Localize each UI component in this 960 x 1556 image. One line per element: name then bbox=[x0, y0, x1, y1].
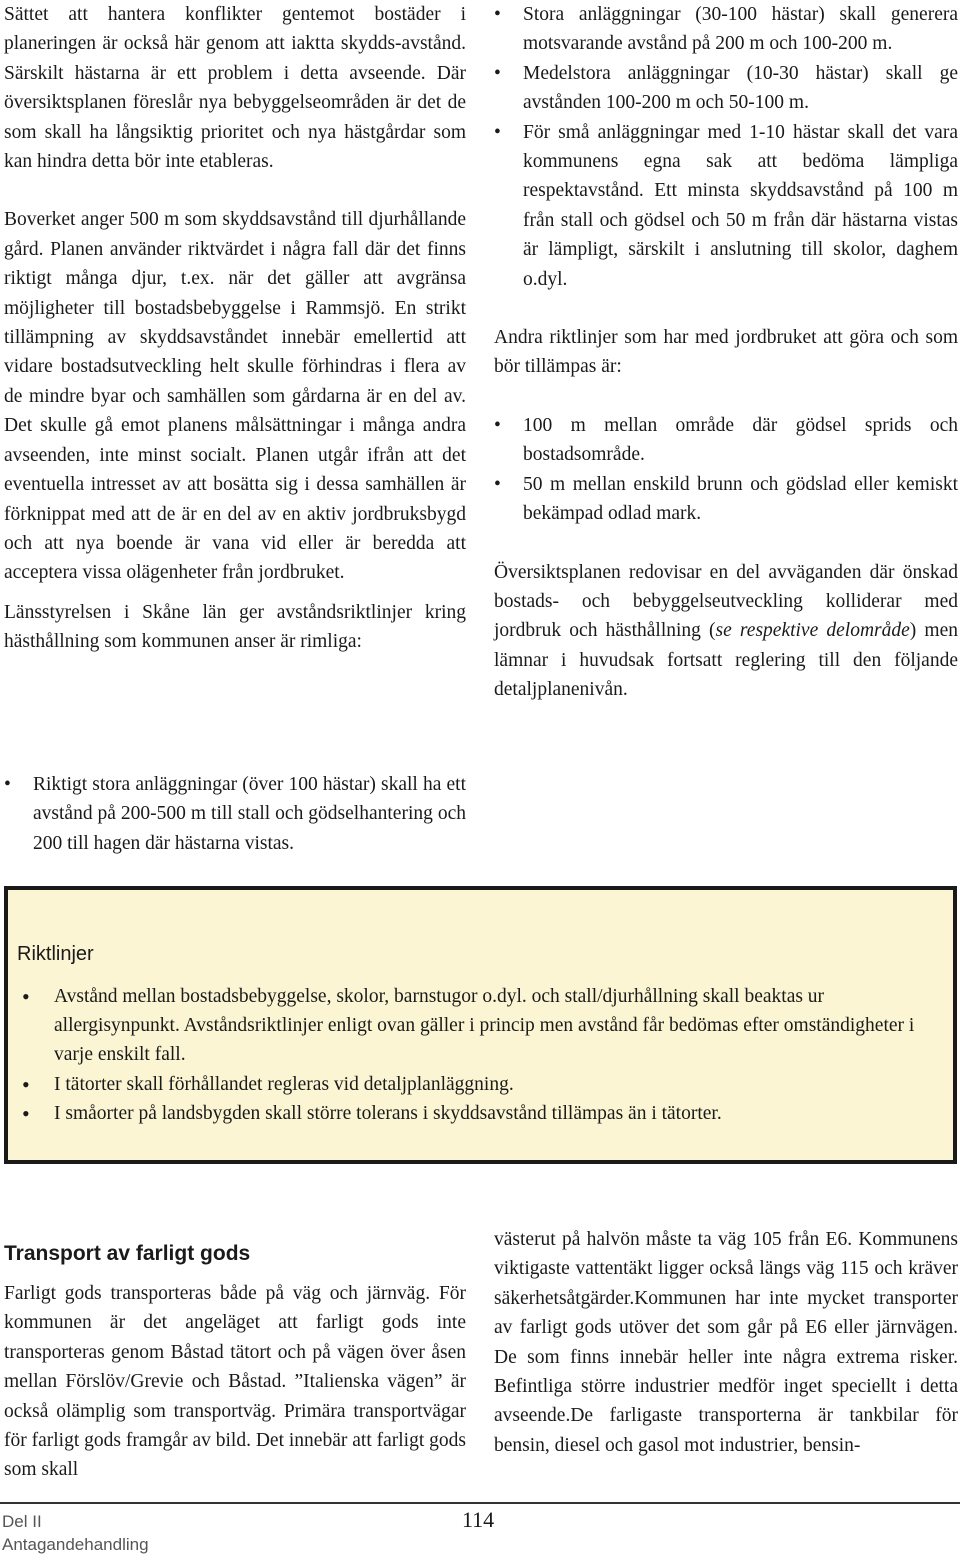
list-item: • För små anläggningar med 1-10 hästar skall det vara kommunens egna sak att bedöma lämpliga respektavstånd. Ett minsta skyddsavstånd på 100 m från stall och gödsel och 50 m från där hästarna vistas är lämpligt, särskilt i anslutning till skolor, daghem o.dyl. bbox=[494, 118, 958, 294]
paragraph-oversiktsplan-text-b: ) men lämnar i huvudsak fortsatt reglering till den följande detaljplanenivån. bbox=[494, 620, 958, 701]
guidelines-list bbox=[17, 982, 952, 1128]
left-bullet-list bbox=[4, 770, 466, 858]
list-item: • 100 m mellan område där gödsel sprids och bostadsområde. bbox=[494, 411, 958, 470]
delomrade-reference: se respektive delområde bbox=[715, 620, 910, 642]
list-item: • Medelstora anläggningar (10-30 hästar) skall ge avstånden 100-200 m och 50-100 m. bbox=[494, 59, 958, 118]
list-item: • 50 m mellan enskild brunn och gödslad eller kemiskt bekämpad odlad mark. bbox=[494, 470, 958, 529]
other-guidelines-list bbox=[494, 411, 958, 529]
transport-paragraph-left: Farligt gods transporteras både på väg och järnväg. För kommunen är det angeläget att farligt gods inte transporteras genom Båstad tätort och på vägen över åsen mellan Förslöv/Grevie och Båstad. ”Italienska vägen” är också olämplig som transportväg. Primära transportvägar för farligt gods framgår av bild. Det innebär att farligt gods som skall bbox=[4, 1283, 466, 1481]
horse-distance-list bbox=[494, 0, 958, 294]
guidelines-title: Riktlinjer bbox=[17, 943, 94, 965]
page-number: 114 bbox=[462, 1507, 495, 1532]
paragraph-lansstyrelsen: Länsstyrelsen i Skåne län ger avståndsriktlinjer kring hästhållning som kommunen anser är rimliga: bbox=[4, 601, 466, 653]
paragraph-oversiktsplan bbox=[494, 558, 958, 705]
footer-divider bbox=[0, 1502, 960, 1504]
guideline-item: • I tätorter skall förhållandet regleras vid detaljplanläggning. bbox=[17, 1070, 952, 1099]
transport-paragraph-right: västerut på halvön måste ta väg 105 från E6. Kommunens viktigaste vattentäkt ligger också längs väg 115 och kräver säkerhetsåtgärder.Kommunen har inte mycket transporter av farligt gods utöver det som går på E6 eller järnvägen. De som finns innebär heller inte några extrema risker. Befintliga större industrier medför inget speciellt i detta avseende.De farligaste transporterna är tankbilar för bensin, diesel och gasol mot industrier, bensin- bbox=[494, 1229, 958, 1456]
list-item: • Riktigt stora anläggningar (över 100 hästar) skall ha ett avstånd på 200-500 m till stall och gödselhantering och 200 till hagen där hästarna vistas. bbox=[4, 770, 466, 858]
list-item: • Stora anläggningar (30-100 hästar) skall generera motsvarande avstånd på 200 m och 100-200 m. bbox=[494, 0, 958, 59]
left-column bbox=[4, 0, 466, 657]
guideline-item: • Avstånd mellan bostadsbebyggelse, skolor, barnstugor o.dyl. och stall/djurhållning skall beaktas ur allergisynpunkt. Avståndsriktlinjer enligt ovan gäller i princip men avstånd får bedömas efter omständigheter i varje enskilt fall. bbox=[17, 982, 952, 1070]
paragraph-conflicts: Sättet att hantera konflikter gentemot bostäder i planeringen är också här genom att iaktta skydds-avstånd. Särskilt hästarna är ett problem i detta avseende. Där översiktsplanen föreslår nya bebyggelseområden är det de som skall ha långsiktig prioritet och nya hästgårdar som kan hindra detta bör inte etableras. bbox=[4, 4, 466, 173]
footer-part: Del II bbox=[2, 1512, 42, 1531]
paragraph-boverket: Boverket anger 500 m som skyddsavstånd till djurhållande gård. Planen använder riktvärdet i några fall där det finns riktigt många djur, t.ex. när det gäller att avgränsa möjligheter till bostadsbebyggelse i Rammsjö. En strikt tillämpning av skyddsavståndet innebär emellertid att vidare bostadsutveckling helt skulle förhindras i flera av de mindre byar och samhällen som gårdarna är en del av. Det skulle gå emot planens målsättningar i många andra avseenden, inte minst socialt. Planen utgår ifrån att det eventuella intresset av att bosätta sig i dessa samhällen är förknippat med att de är en del av en aktiv jordbruksbygd och att nya boende är vana vid eller är beredda att acceptera vissa olägenheter från jordbruket. bbox=[4, 209, 466, 584]
section-heading-transport: Transport av farligt gods bbox=[4, 1242, 251, 1265]
footer-section-label bbox=[2, 1510, 149, 1556]
guideline-item: • I småorter på landsbygden skall större tolerans i skyddsavstånd tillämpas än i tätorter. bbox=[17, 1099, 952, 1128]
right-column bbox=[494, 0, 958, 705]
paragraph-other-guidelines: Andra riktlinjer som har med jordbruket att göra och som bör tillämpas är: bbox=[494, 327, 958, 378]
paragraph-oversiktsplan-text-a: Översiktsplanen redovisar en del avväganden där önskad bostads- och bebyggelseutveckling kolliderar med jordbruk och hästhållning ( bbox=[494, 561, 958, 642]
footer-document-type: Antagandehandling bbox=[2, 1535, 149, 1554]
guidelines-box bbox=[4, 886, 957, 1164]
